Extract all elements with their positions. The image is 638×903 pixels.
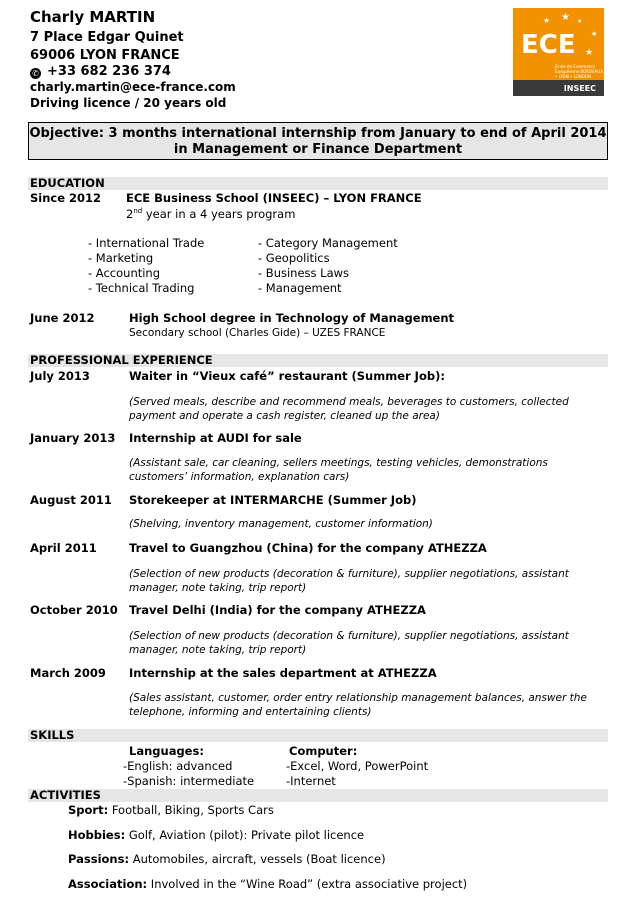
job-description: manager, note taking, trip report) [129, 582, 307, 594]
job-title: Travel Delhi (India) for the company ATHEZZA [129, 603, 426, 617]
languages-title: Languages: [129, 744, 204, 758]
education-subtitle: Secondary school (Charles Gide) – UZES FRANCE [129, 327, 386, 339]
objective-line-1: Objective: 3 months international internship from January to end of April 2014 [29, 126, 607, 141]
job-date: August 2011 [30, 493, 112, 507]
address-line-2: 69006 LYON FRANCE [30, 48, 180, 63]
computer-title: Computer: [289, 744, 358, 758]
education-date: June 2012 [30, 311, 95, 325]
address-line-1: 7 Place Edgar Quinet [30, 30, 184, 45]
course-item: - Category Management [258, 236, 398, 250]
job-description: manager, note taking, trip report) [129, 644, 307, 656]
star-icon: ★ [561, 12, 570, 23]
logo-text: ECE [521, 30, 576, 60]
activity-item: Hobbies: Golf, Aviation (pilot): Private pilot licence [68, 828, 365, 842]
experience-heading: PROFESSIONAL EXPERIENCE [28, 354, 608, 367]
job-description: (Selection of new products (decoration & furniture), supplier negotiations, assistant [129, 630, 569, 642]
logo-subtitle: École de Commerce Européenne BORDEAUX • LYON • LONDON [555, 64, 603, 79]
job-date: October 2010 [30, 603, 118, 617]
activity-item: Sport: Football, Biking, Sports Cars [68, 803, 274, 817]
job-title: Travel to Guangzhou (China) for the company ATHEZZA [129, 541, 487, 555]
star-icon: ★ [543, 16, 551, 25]
activity-item: Association: Involved in the “Wine Road” (extra associative project) [68, 877, 468, 891]
activity-item: Passions: Automobiles, aircraft, vessels (Boat licence) [68, 852, 386, 866]
job-description: (Sales assistant, customer, order entry relationship management balances, answer the [129, 692, 587, 704]
job-description: telephone, informing and entertaining clients) [129, 706, 372, 718]
job-description: customers’ information, explanation cars) [129, 471, 350, 483]
course-item: - Management [258, 281, 342, 295]
job-title: Waiter in “Vieux café” restaurant (Summer Job): [129, 369, 445, 383]
job-date: April 2011 [30, 541, 97, 555]
ece-logo [513, 8, 604, 96]
education-heading: EDUCATION [28, 177, 608, 190]
job-date: January 2013 [30, 431, 116, 445]
job-description: (Shelving, inventory management, customer information) [129, 518, 433, 530]
job-description: (Assistant sale, car cleaning, sellers meetings, testing vehicles, demonstrations [129, 457, 548, 469]
course-item: - Business Laws [258, 266, 350, 280]
job-date: March 2009 [30, 666, 106, 680]
language-item: -Spanish: intermediate [123, 774, 255, 788]
job-title: Internship at AUDI for sale [129, 431, 302, 445]
objective-line-2: in Management or Finance Department [173, 142, 463, 157]
job-description: (Selection of new products (decoration & furniture), supplier negotiations, assistant [129, 568, 569, 580]
phone-line [30, 63, 171, 80]
star-icon: ★ [577, 18, 583, 25]
activities-heading: ACTIVITIES [28, 789, 608, 802]
computer-item: -Internet [286, 774, 336, 788]
star-icon: ★ [585, 48, 594, 58]
candidate-name: Charly MARTIN [30, 8, 156, 26]
job-description: (Served meals, describe and recommend meals, beverages to customers, collected [129, 396, 569, 408]
course-item: - International Trade [88, 236, 205, 250]
job-description: payment and operate a cash register, cleaned up the area) [129, 410, 440, 422]
skills-heading: SKILLS [28, 729, 608, 742]
education-title: ECE Business School (INSEEC) – LYON FRANCE [126, 191, 422, 205]
objective-box [28, 122, 608, 160]
email: charly.martin@ece-france.com [30, 80, 236, 94]
phone-icon: ✆ [30, 68, 41, 79]
logo-brand: INSEEC [563, 84, 596, 93]
education-subtitle: 2nd year in a 4 years program [126, 207, 296, 221]
job-title: Internship at the sales department at ATHEZZA [129, 666, 437, 680]
job-date: July 2013 [30, 369, 90, 383]
licence-age: Driving licence / 20 years old [30, 96, 227, 110]
education-date: Since 2012 [30, 191, 102, 205]
course-item: - Accounting [88, 266, 161, 280]
course-item: - Geopolitics [258, 251, 330, 265]
education-title: High School degree in Technology of Management [129, 311, 455, 325]
computer-item: -Excel, Word, PowerPoint [286, 759, 429, 773]
course-item: - Technical Trading [88, 281, 195, 295]
star-icon: ★ [591, 30, 598, 38]
phone-number: +33 682 236 374 [47, 64, 171, 79]
job-title: Storekeeper at INTERMARCHE (Summer Job) [129, 493, 417, 507]
language-item: -English: advanced [123, 759, 233, 773]
course-item: - Marketing [88, 251, 154, 265]
